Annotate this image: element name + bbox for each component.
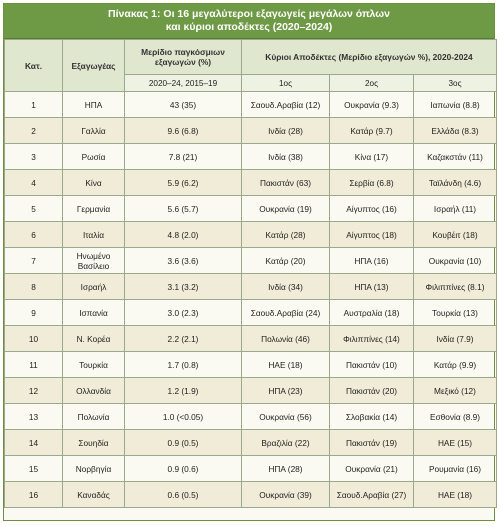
cell-recipient-2: Κατάρ (9.7) xyxy=(330,118,414,144)
cell-recipient-1: Κατάρ (20) xyxy=(242,248,330,274)
cell-share: 43 (35) xyxy=(125,92,242,118)
table-row xyxy=(5,378,497,404)
cell-recipient-2: Φιλιππίνες (14) xyxy=(330,326,414,352)
cell-recipient-2: ΗΠΑ (16) xyxy=(330,248,414,274)
cell-rank: 2 xyxy=(5,118,63,144)
cell-recipient-3: Τουρκία (13) xyxy=(414,300,497,326)
cell-recipient-1: Βραζιλία (22) xyxy=(242,430,330,456)
table-row xyxy=(5,326,497,352)
cell-share: 7.8 (21) xyxy=(125,144,242,170)
table-row xyxy=(5,482,497,508)
table-row xyxy=(5,144,497,170)
cell-rank: 13 xyxy=(5,404,63,430)
cell-recipient-1: Ινδία (38) xyxy=(242,144,330,170)
cell-exporter: Ιταλία xyxy=(63,222,125,248)
table-header-row xyxy=(5,40,497,75)
table-row xyxy=(5,196,497,222)
table-title-line2: και κύριοι αποδέκτες (2020–2024) xyxy=(165,21,333,33)
cell-share: 3.1 (3.2) xyxy=(125,274,242,300)
cell-recipient-1: Σαουδ.Αραβία (24) xyxy=(242,300,330,326)
cell-recipient-3: Ισραήλ (11) xyxy=(414,196,497,222)
cell-share: 0.9 (0.6) xyxy=(125,456,242,482)
cell-recipient-1: Σαουδ.Αραβία (12) xyxy=(242,92,330,118)
cell-recipient-2: Ουκρανία (9.3) xyxy=(330,92,414,118)
cell-rank: 3 xyxy=(5,144,63,170)
cell-recipient-2: Σερβία (6.8) xyxy=(330,170,414,196)
cell-recipient-2: Αυστραλία (18) xyxy=(330,300,414,326)
subheader-first: 1ος xyxy=(242,75,330,92)
table-title xyxy=(4,4,494,39)
cell-recipient-3: ΗΑΕ (15) xyxy=(414,430,497,456)
cell-recipient-1: Πολωνία (46) xyxy=(242,326,330,352)
cell-exporter: Κίνα xyxy=(63,170,125,196)
cell-share: 4.8 (2.0) xyxy=(125,222,242,248)
cell-recipient-2: Αίγυπτος (16) xyxy=(330,196,414,222)
table-row xyxy=(5,430,497,456)
table-row xyxy=(5,274,497,300)
cell-recipient-3: Μεξικό (12) xyxy=(414,378,497,404)
cell-recipient-1: Ουκρανία (39) xyxy=(242,482,330,508)
cell-recipient-2: Σλοβακία (14) xyxy=(330,404,414,430)
cell-exporter: Νορβηγία xyxy=(63,456,125,482)
cell-recipient-2: Κίνα (17) xyxy=(330,144,414,170)
cell-recipient-3: Ιαπωνία (8.8) xyxy=(414,92,497,118)
cell-recipient-3: Ουκρανία (10) xyxy=(414,248,497,274)
cell-recipient-3: Ρουμανία (16) xyxy=(414,456,497,482)
cell-share: 1.7 (0.8) xyxy=(125,352,242,378)
cell-recipient-1: ΗΑΕ (18) xyxy=(242,352,330,378)
table-row xyxy=(5,352,497,378)
exporters-table xyxy=(4,39,497,508)
table-row xyxy=(5,248,497,274)
cell-rank: 11 xyxy=(5,352,63,378)
table-row xyxy=(5,92,497,118)
cell-share: 3.0 (2.3) xyxy=(125,300,242,326)
cell-recipient-1: Ινδία (34) xyxy=(242,274,330,300)
cell-recipient-1: ΗΠΑ (23) xyxy=(242,378,330,404)
cell-recipient-2: Ουκρανία (21) xyxy=(330,456,414,482)
cell-rank: 5 xyxy=(5,196,63,222)
cell-exporter: Ισραήλ xyxy=(63,274,125,300)
cell-recipient-2: Αίγυπτος (18) xyxy=(330,222,414,248)
header-exporter: Εξαγωγέας xyxy=(63,40,125,92)
cell-exporter: Ρωσία xyxy=(63,144,125,170)
cell-share: 3.6 (3.6) xyxy=(125,248,242,274)
cell-share: 5.6 (5.7) xyxy=(125,196,242,222)
header-share: Μερίδιο παγκόσμιων εξαγωγών (%) xyxy=(125,40,242,75)
cell-recipient-2: Πακιστάν (20) xyxy=(330,378,414,404)
cell-recipient-2: Πακιστάν (10) xyxy=(330,352,414,378)
cell-exporter: Σουηδία xyxy=(63,430,125,456)
cell-exporter: Ολλανδία xyxy=(63,378,125,404)
subheader-share-period: 2020–24, 2015–19 xyxy=(125,75,242,92)
subheader-third: 3ος xyxy=(414,75,497,92)
cell-rank: 6 xyxy=(5,222,63,248)
subheader-second: 2ος xyxy=(330,75,414,92)
cell-recipient-1: ΗΠΑ (28) xyxy=(242,456,330,482)
cell-exporter: ΗΠΑ xyxy=(63,92,125,118)
cell-recipient-3: ΗΑΕ (18) xyxy=(414,482,497,508)
cell-exporter: Καναδάς xyxy=(63,482,125,508)
cell-rank: 16 xyxy=(5,482,63,508)
cell-exporter: Ηνωμένο Βασίλειο xyxy=(63,248,125,274)
cell-exporter: Γαλλία xyxy=(63,118,125,144)
cell-recipient-2: Σαουδ.Αραβία (27) xyxy=(330,482,414,508)
cell-rank: 8 xyxy=(5,274,63,300)
cell-rank: 14 xyxy=(5,430,63,456)
cell-exporter: Πολωνία xyxy=(63,404,125,430)
cell-recipient-1: Πακιστάν (63) xyxy=(242,170,330,196)
cell-exporter: Γερμανία xyxy=(63,196,125,222)
cell-rank: 4 xyxy=(5,170,63,196)
cell-exporter: Ν. Κορέα xyxy=(63,326,125,352)
header-recipients: Κύριοι Αποδέκτες (Μερίδιο εξαγωγών %), 2020-2024 xyxy=(242,40,497,75)
cell-recipient-3: Ταϊλάνδη (4.6) xyxy=(414,170,497,196)
cell-share: 2.2 (2.1) xyxy=(125,326,242,352)
cell-share: 5.9 (6.2) xyxy=(125,170,242,196)
cell-exporter: Ισπανία xyxy=(63,300,125,326)
cell-recipient-1: Ουκρανία (56) xyxy=(242,404,330,430)
table-row xyxy=(5,404,497,430)
cell-recipient-3: Ινδία (7.9) xyxy=(414,326,497,352)
cell-recipient-3: Καζακστάν (11) xyxy=(414,144,497,170)
table-row xyxy=(5,118,497,144)
table-row xyxy=(5,170,497,196)
cell-share: 1.2 (1.9) xyxy=(125,378,242,404)
cell-recipient-3: Κουβέιτ (18) xyxy=(414,222,497,248)
cell-recipient-1: Ινδία (28) xyxy=(242,118,330,144)
arms-exporters-table-card xyxy=(3,3,495,521)
cell-rank: 12 xyxy=(5,378,63,404)
header-rank: Κατ. xyxy=(5,40,63,92)
table-row xyxy=(5,222,497,248)
cell-recipient-2: Πακιστάν (19) xyxy=(330,430,414,456)
cell-rank: 10 xyxy=(5,326,63,352)
cell-share: 0.6 (0.5) xyxy=(125,482,242,508)
cell-share: 0.9 (0.5) xyxy=(125,430,242,456)
cell-rank: 1 xyxy=(5,92,63,118)
cell-recipient-1: Κατάρ (28) xyxy=(242,222,330,248)
cell-rank: 9 xyxy=(5,300,63,326)
cell-share: 9.6 (6.8) xyxy=(125,118,242,144)
cell-recipient-3: Ελλάδα (8.3) xyxy=(414,118,497,144)
cell-recipient-2: ΗΠΑ (13) xyxy=(330,274,414,300)
cell-rank: 15 xyxy=(5,456,63,482)
table-title-line1: Πίνακας 1: Οι 16 μεγαλύτεροι εξαγωγείς μεγάλων όπλων xyxy=(108,8,390,20)
cell-recipient-1: Ουκρανία (19) xyxy=(242,196,330,222)
table-row xyxy=(5,300,497,326)
cell-share: 1.0 (<0.05) xyxy=(125,404,242,430)
cell-recipient-3: Φιλιππίνες (8.1) xyxy=(414,274,497,300)
cell-exporter: Τουρκία xyxy=(63,352,125,378)
cell-rank: 7 xyxy=(5,248,63,274)
cell-recipient-3: Κατάρ (9.9) xyxy=(414,352,497,378)
cell-recipient-3: Εσθονία (8.9) xyxy=(414,404,497,430)
table-row xyxy=(5,456,497,482)
